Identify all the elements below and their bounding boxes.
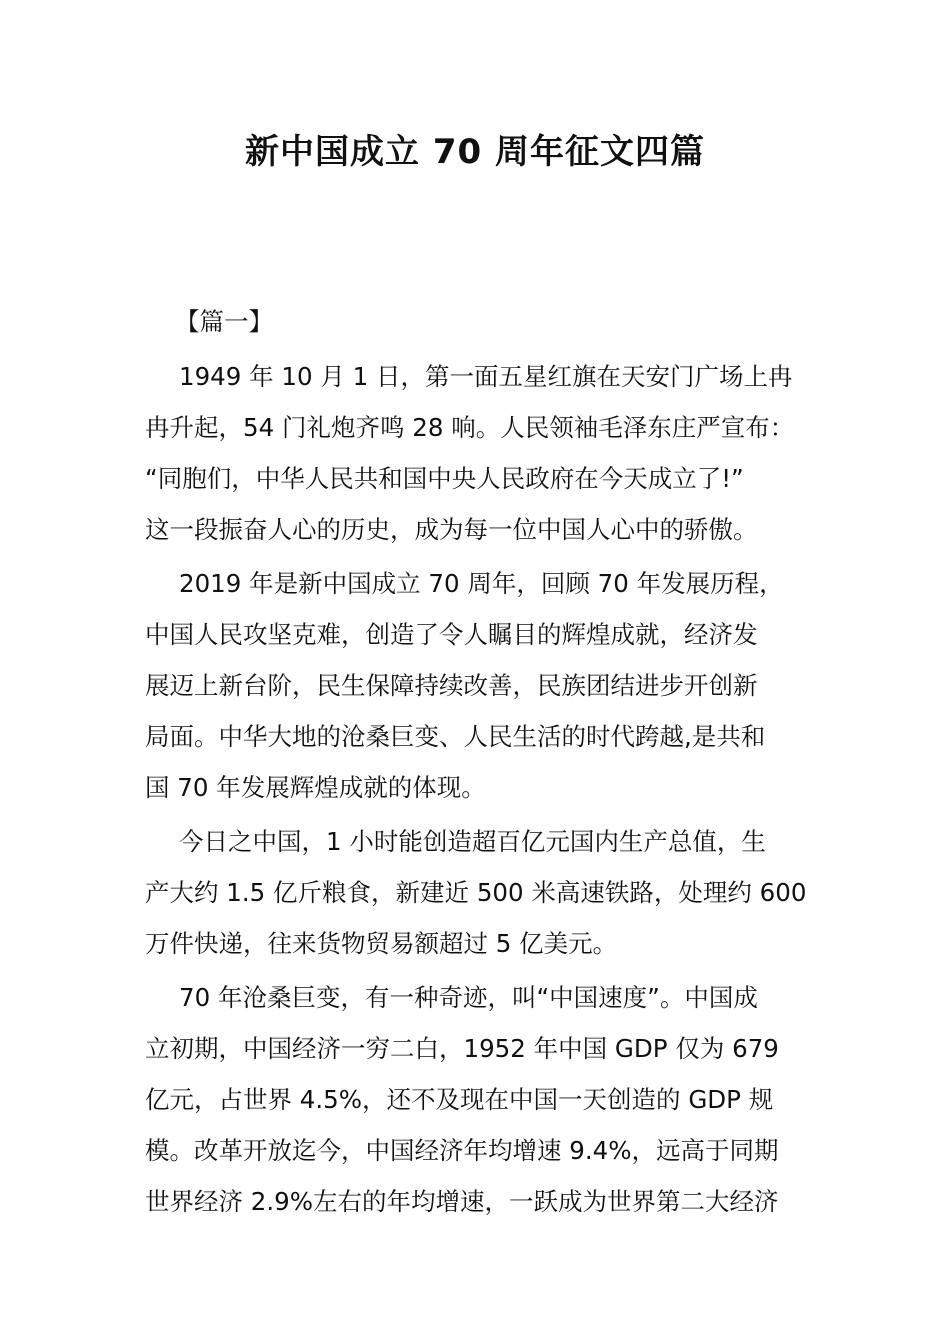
paragraph-line: 万件快递，往来货物贸易额超过 5 亿美元。 — [145, 929, 618, 958]
paragraph-line: 产大约 1.5 亿斤粮食，新建近 500 米高速铁路，处理约 600 — [145, 878, 807, 907]
document-title: 新中国成立 70 周年征文四篇 — [245, 132, 705, 172]
paragraph-line: 冉升起，54 门礼炮齐鸣 28 响。人民领袖毛泽东庄严宣布： — [145, 413, 795, 442]
document-body — [145, 296, 815, 1230]
paragraph-3 — [145, 816, 815, 969]
paragraph-line: 2019 年是新中国成立 70 周年，回顾 70 年发展历程， — [179, 569, 784, 598]
paragraph-4 — [145, 972, 815, 1227]
section-label: 【篇一】 — [175, 307, 273, 336]
paragraph-line: 亿元，占世界 4.5%，还不及现在中国一天创造的 GDP 规 — [145, 1085, 774, 1114]
paragraph-1 — [145, 351, 815, 555]
paragraph-line: 70 年沧桑巨变，有一种奇迹，叫“中国速度”。中国成 — [179, 983, 758, 1012]
paragraph-line: 模。改革开放迄今，中国经济年均增速 9.4%，远高于同期 — [145, 1136, 779, 1165]
paragraph-2 — [145, 558, 815, 813]
paragraph-line: 展迈上新台阶，民生保障持续改善，民族团结进步开创新 — [145, 671, 758, 700]
paragraph-line: 今日之中国，1 小时能创造超百亿元国内生产总值，生 — [179, 827, 766, 856]
paragraph-line: 立初期，中国经济一穷二白，1952 年中国 GDP 仅为 679 — [145, 1034, 779, 1063]
paragraph-line: 1949 年 10 月 1 日，第一面五星红旗在天安门广场上冉 — [179, 362, 793, 391]
paragraph-line: 国 70 年发展辉煌成就的体现。 — [145, 773, 486, 802]
paragraph-line: “同胞们，中华人民共和国中央人民政府在今天成立了!” — [145, 464, 744, 493]
paragraph-line: 中国人民攻坚克难，创造了令人瞩目的辉煌成就，经济发 — [145, 620, 758, 649]
paragraph-line: 局面。中华大地的沧桑巨变、人民生活的时代跨越,是共和 — [145, 722, 766, 751]
paragraph-line: 世界经济 2.9%左右的年均增速，一跃成为世界第二大经济 — [145, 1187, 779, 1216]
paragraph-line: 这一段振奋人心的历史，成为每一位中国人心中的骄傲。 — [145, 515, 758, 544]
